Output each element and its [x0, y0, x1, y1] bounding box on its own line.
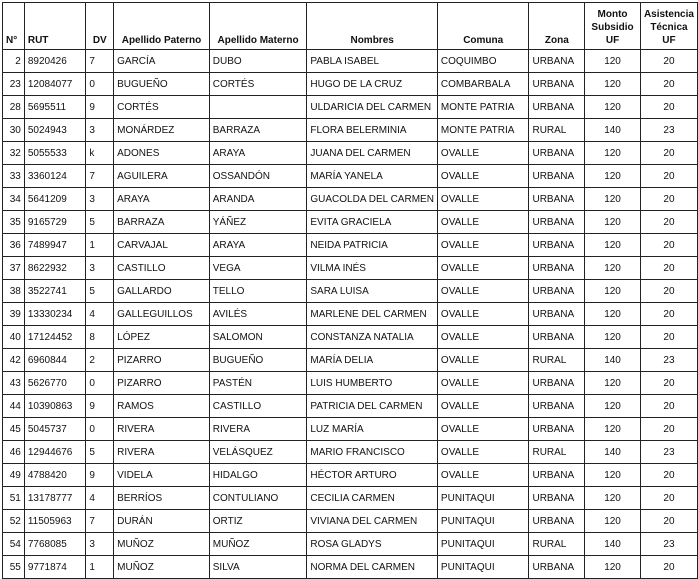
- cell-n: 42: [3, 349, 25, 372]
- cell-apellido-materno: CASTILLO: [209, 395, 307, 418]
- cell-nombres: MARIO FRANCISCO: [307, 441, 438, 464]
- cell-rut: 13330234: [24, 303, 86, 326]
- cell-zona: URBANA: [529, 418, 585, 441]
- cell-asistencia-tecnica: 20: [640, 303, 697, 326]
- header-rut: RUT: [24, 3, 86, 50]
- cell-comuna: OVALLE: [437, 211, 529, 234]
- header-asistencia-tecnica: Asistencia Técnica UF: [640, 3, 697, 50]
- cell-comuna: OVALLE: [437, 142, 529, 165]
- cell-apellido-materno: ARAYA: [209, 234, 307, 257]
- cell-dv: 0: [86, 73, 114, 96]
- cell-dv: 3: [86, 119, 114, 142]
- table-row: [3, 441, 698, 464]
- cell-monto-subsidio: 120: [585, 142, 641, 165]
- cell-rut: 17124452: [24, 326, 86, 349]
- cell-apellido-paterno: RIVERA: [114, 418, 210, 441]
- cell-apellido-paterno: CARVAJAL: [114, 234, 210, 257]
- cell-rut: 7489947: [24, 234, 86, 257]
- cell-monto-subsidio: 120: [585, 556, 641, 579]
- table-row: [3, 119, 698, 142]
- table-row: [3, 349, 698, 372]
- cell-apellido-materno: SALOMON: [209, 326, 307, 349]
- cell-nombres: NEIDA PATRICIA: [307, 234, 438, 257]
- cell-zona: RURAL: [529, 119, 585, 142]
- cell-n: 32: [3, 142, 25, 165]
- header-monto-subsidio: Monto Subsidio UF: [585, 3, 641, 50]
- cell-apellido-paterno: CASTILLO: [114, 257, 210, 280]
- cell-apellido-paterno: GALLEGUILLOS: [114, 303, 210, 326]
- cell-zona: URBANA: [529, 96, 585, 119]
- cell-apellido-materno: RIVERA: [209, 418, 307, 441]
- cell-nombres: SARA LUISA: [307, 280, 438, 303]
- cell-n: 46: [3, 441, 25, 464]
- cell-monto-subsidio: 120: [585, 326, 641, 349]
- cell-apellido-paterno: RAMOS: [114, 395, 210, 418]
- cell-apellido-paterno: BUGUEÑO: [114, 73, 210, 96]
- beneficiaries-sheet: [2, 2, 698, 579]
- cell-dv: 8: [86, 326, 114, 349]
- cell-apellido-paterno: GARCÍA: [114, 50, 210, 73]
- cell-n: 34: [3, 188, 25, 211]
- cell-asistencia-tecnica: 20: [640, 487, 697, 510]
- cell-asistencia-tecnica: 20: [640, 257, 697, 280]
- cell-apellido-materno: VEGA: [209, 257, 307, 280]
- cell-apellido-paterno: PIZARRO: [114, 349, 210, 372]
- cell-dv: 5: [86, 441, 114, 464]
- header-nombres: Nombres: [307, 3, 438, 50]
- cell-rut: 9165729: [24, 211, 86, 234]
- cell-comuna: OVALLE: [437, 395, 529, 418]
- cell-apellido-materno: AVILÉS: [209, 303, 307, 326]
- cell-asistencia-tecnica: 20: [640, 211, 697, 234]
- table-row: [3, 234, 698, 257]
- cell-zona: URBANA: [529, 257, 585, 280]
- cell-apellido-paterno: AGUILERA: [114, 165, 210, 188]
- cell-nombres: EVITA GRACIELA: [307, 211, 438, 234]
- cell-apellido-materno: HIDALGO: [209, 464, 307, 487]
- cell-n: 44: [3, 395, 25, 418]
- cell-n: 35: [3, 211, 25, 234]
- cell-comuna: COQUIMBO: [437, 50, 529, 73]
- cell-dv: 7: [86, 510, 114, 533]
- cell-comuna: OVALLE: [437, 326, 529, 349]
- cell-zona: URBANA: [529, 50, 585, 73]
- cell-monto-subsidio: 120: [585, 303, 641, 326]
- cell-apellido-materno: SILVA: [209, 556, 307, 579]
- cell-n: 51: [3, 487, 25, 510]
- cell-monto-subsidio: 120: [585, 372, 641, 395]
- table-row: [3, 165, 698, 188]
- cell-nombres: CECILIA CARMEN: [307, 487, 438, 510]
- cell-monto-subsidio: 140: [585, 441, 641, 464]
- cell-monto-subsidio: 120: [585, 211, 641, 234]
- cell-dv: 0: [86, 372, 114, 395]
- cell-rut: 12084077: [24, 73, 86, 96]
- cell-asistencia-tecnica: 20: [640, 556, 697, 579]
- cell-apellido-paterno: MONÁRDEZ: [114, 119, 210, 142]
- cell-asistencia-tecnica: 23: [640, 533, 697, 556]
- cell-nombres: LUIS HUMBERTO: [307, 372, 438, 395]
- cell-apellido-paterno: PIZARRO: [114, 372, 210, 395]
- cell-zona: URBANA: [529, 142, 585, 165]
- cell-zona: URBANA: [529, 395, 585, 418]
- header-comuna: Comuna: [437, 3, 529, 50]
- cell-zona: URBANA: [529, 211, 585, 234]
- cell-rut: 8920426: [24, 50, 86, 73]
- cell-apellido-paterno: MUÑOZ: [114, 533, 210, 556]
- cell-dv: 9: [86, 464, 114, 487]
- cell-apellido-materno: BARRAZA: [209, 119, 307, 142]
- cell-dv: 7: [86, 50, 114, 73]
- cell-monto-subsidio: 120: [585, 395, 641, 418]
- table-row: [3, 73, 698, 96]
- cell-rut: 5626770: [24, 372, 86, 395]
- cell-nombres: MARÍA DELIA: [307, 349, 438, 372]
- cell-nombres: ROSA GLADYS: [307, 533, 438, 556]
- cell-comuna: OVALLE: [437, 372, 529, 395]
- cell-nombres: CONSTANZA NATALIA: [307, 326, 438, 349]
- cell-monto-subsidio: 120: [585, 418, 641, 441]
- cell-n: 37: [3, 257, 25, 280]
- cell-comuna: PUNITAQUI: [437, 510, 529, 533]
- table-row: [3, 487, 698, 510]
- cell-dv: 3: [86, 188, 114, 211]
- cell-rut: 5055533: [24, 142, 86, 165]
- cell-rut: 11505963: [24, 510, 86, 533]
- cell-zona: URBANA: [529, 510, 585, 533]
- cell-apellido-materno: ORTIZ: [209, 510, 307, 533]
- cell-monto-subsidio: 120: [585, 96, 641, 119]
- cell-dv: 4: [86, 487, 114, 510]
- cell-monto-subsidio: 120: [585, 234, 641, 257]
- cell-zona: URBANA: [529, 188, 585, 211]
- cell-n: 52: [3, 510, 25, 533]
- cell-dv: 9: [86, 395, 114, 418]
- cell-n: 43: [3, 372, 25, 395]
- cell-rut: 6960844: [24, 349, 86, 372]
- cell-asistencia-tecnica: 23: [640, 441, 697, 464]
- table-row: [3, 142, 698, 165]
- table-row: [3, 418, 698, 441]
- cell-n: 55: [3, 556, 25, 579]
- cell-dv: 1: [86, 556, 114, 579]
- beneficiaries-table: [2, 2, 698, 579]
- cell-comuna: OVALLE: [437, 188, 529, 211]
- table-row: [3, 326, 698, 349]
- cell-asistencia-tecnica: 23: [640, 119, 697, 142]
- cell-zona: URBANA: [529, 464, 585, 487]
- cell-comuna: OVALLE: [437, 165, 529, 188]
- cell-asistencia-tecnica: 20: [640, 280, 697, 303]
- cell-rut: 3360124: [24, 165, 86, 188]
- cell-apellido-paterno: LÓPEZ: [114, 326, 210, 349]
- cell-n: 30: [3, 119, 25, 142]
- cell-n: 28: [3, 96, 25, 119]
- table-row: [3, 96, 698, 119]
- cell-zona: URBANA: [529, 372, 585, 395]
- cell-rut: 7768085: [24, 533, 86, 556]
- cell-apellido-paterno: GALLARDO: [114, 280, 210, 303]
- cell-nombres: JUANA DEL CARMEN: [307, 142, 438, 165]
- cell-nombres: VIVIANA DEL CARMEN: [307, 510, 438, 533]
- cell-zona: URBANA: [529, 303, 585, 326]
- cell-zona: URBANA: [529, 234, 585, 257]
- cell-apellido-paterno: VIDELA: [114, 464, 210, 487]
- cell-n: 36: [3, 234, 25, 257]
- cell-apellido-materno: BUGUEÑO: [209, 349, 307, 372]
- cell-rut: 9771874: [24, 556, 86, 579]
- cell-asistencia-tecnica: 20: [640, 73, 697, 96]
- cell-monto-subsidio: 120: [585, 188, 641, 211]
- cell-apellido-materno: ARANDA: [209, 188, 307, 211]
- cell-apellido-materno: [209, 96, 307, 119]
- cell-comuna: OVALLE: [437, 234, 529, 257]
- cell-rut: 5045737: [24, 418, 86, 441]
- cell-dv: 4: [86, 303, 114, 326]
- cell-monto-subsidio: 120: [585, 165, 641, 188]
- cell-dv: 5: [86, 280, 114, 303]
- cell-apellido-materno: VELÁSQUEZ: [209, 441, 307, 464]
- cell-apellido-materno: OSSANDÓN: [209, 165, 307, 188]
- table-row: [3, 188, 698, 211]
- cell-dv: k: [86, 142, 114, 165]
- cell-asistencia-tecnica: 20: [640, 165, 697, 188]
- header-n: N°: [3, 3, 25, 50]
- cell-asistencia-tecnica: 20: [640, 50, 697, 73]
- cell-zona: RURAL: [529, 533, 585, 556]
- cell-nombres: PABLA ISABEL: [307, 50, 438, 73]
- cell-n: 39: [3, 303, 25, 326]
- cell-monto-subsidio: 140: [585, 119, 641, 142]
- table-row: [3, 510, 698, 533]
- cell-monto-subsidio: 120: [585, 487, 641, 510]
- cell-apellido-materno: MUÑOZ: [209, 533, 307, 556]
- cell-zona: URBANA: [529, 487, 585, 510]
- table-row: [3, 211, 698, 234]
- header-apellido-paterno: Apellido Paterno: [114, 3, 210, 50]
- cell-zona: URBANA: [529, 73, 585, 96]
- cell-dv: 3: [86, 533, 114, 556]
- cell-dv: 5: [86, 211, 114, 234]
- cell-n: 49: [3, 464, 25, 487]
- cell-nombres: NORMA DEL CARMEN: [307, 556, 438, 579]
- cell-apellido-paterno: CORTÉS: [114, 96, 210, 119]
- table-row: [3, 533, 698, 556]
- table-row: [3, 257, 698, 280]
- table-row: [3, 303, 698, 326]
- cell-asistencia-tecnica: 20: [640, 142, 697, 165]
- cell-comuna: OVALLE: [437, 464, 529, 487]
- cell-apellido-paterno: ARAYA: [114, 188, 210, 211]
- cell-monto-subsidio: 120: [585, 464, 641, 487]
- cell-rut: 5641209: [24, 188, 86, 211]
- cell-asistencia-tecnica: 20: [640, 188, 697, 211]
- cell-rut: 8622932: [24, 257, 86, 280]
- cell-apellido-materno: PASTÉN: [209, 372, 307, 395]
- cell-zona: RURAL: [529, 441, 585, 464]
- cell-nombres: FLORA BELERMINIA: [307, 119, 438, 142]
- cell-apellido-materno: CONTULIANO: [209, 487, 307, 510]
- cell-apellido-paterno: MUÑOZ: [114, 556, 210, 579]
- cell-n: 38: [3, 280, 25, 303]
- table-row: [3, 395, 698, 418]
- cell-comuna: PUNITAQUI: [437, 487, 529, 510]
- table-row: [3, 556, 698, 579]
- cell-zona: URBANA: [529, 556, 585, 579]
- cell-rut: 4788420: [24, 464, 86, 487]
- table-row: [3, 50, 698, 73]
- table-row: [3, 372, 698, 395]
- cell-apellido-paterno: DURÁN: [114, 510, 210, 533]
- cell-comuna: OVALLE: [437, 418, 529, 441]
- cell-apellido-paterno: BARRAZA: [114, 211, 210, 234]
- cell-n: 54: [3, 533, 25, 556]
- cell-comuna: PUNITAQUI: [437, 533, 529, 556]
- cell-comuna: OVALLE: [437, 349, 529, 372]
- cell-dv: 7: [86, 165, 114, 188]
- cell-asistencia-tecnica: 20: [640, 418, 697, 441]
- cell-comuna: OVALLE: [437, 303, 529, 326]
- cell-dv: 1: [86, 234, 114, 257]
- cell-n: 33: [3, 165, 25, 188]
- cell-rut: 13178777: [24, 487, 86, 510]
- table-row: [3, 280, 698, 303]
- cell-zona: RURAL: [529, 349, 585, 372]
- cell-dv: 9: [86, 96, 114, 119]
- cell-n: 2: [3, 50, 25, 73]
- cell-asistencia-tecnica: 20: [640, 326, 697, 349]
- cell-monto-subsidio: 120: [585, 280, 641, 303]
- cell-nombres: PATRICIA DEL CARMEN: [307, 395, 438, 418]
- cell-apellido-paterno: ADONES: [114, 142, 210, 165]
- header-apellido-materno: Apellido Materno: [209, 3, 307, 50]
- cell-rut: 3522741: [24, 280, 86, 303]
- cell-rut: 5024943: [24, 119, 86, 142]
- cell-dv: 3: [86, 257, 114, 280]
- cell-monto-subsidio: 120: [585, 73, 641, 96]
- cell-nombres: GUACOLDA DEL CARMEN: [307, 188, 438, 211]
- cell-comuna: OVALLE: [437, 257, 529, 280]
- cell-asistencia-tecnica: 20: [640, 464, 697, 487]
- cell-apellido-materno: TELLO: [209, 280, 307, 303]
- cell-zona: URBANA: [529, 326, 585, 349]
- cell-nombres: MARLENE DEL CARMEN: [307, 303, 438, 326]
- cell-comuna: OVALLE: [437, 280, 529, 303]
- cell-asistencia-tecnica: 20: [640, 372, 697, 395]
- cell-zona: URBANA: [529, 165, 585, 188]
- cell-monto-subsidio: 140: [585, 533, 641, 556]
- cell-apellido-paterno: RIVERA: [114, 441, 210, 464]
- cell-rut: 10390863: [24, 395, 86, 418]
- cell-monto-subsidio: 120: [585, 510, 641, 533]
- cell-nombres: ULDARICIA DEL CARMEN: [307, 96, 438, 119]
- cell-rut: 12944676: [24, 441, 86, 464]
- header-row: [3, 3, 698, 50]
- cell-comuna: MONTE PATRIA: [437, 119, 529, 142]
- cell-apellido-materno: CORTÉS: [209, 73, 307, 96]
- cell-nombres: HÉCTOR ARTURO: [307, 464, 438, 487]
- cell-asistencia-tecnica: 23: [640, 349, 697, 372]
- cell-monto-subsidio: 140: [585, 349, 641, 372]
- cell-monto-subsidio: 120: [585, 50, 641, 73]
- cell-nombres: HUGO DE LA CRUZ: [307, 73, 438, 96]
- cell-apellido-materno: ARAYA: [209, 142, 307, 165]
- cell-apellido-paterno: BERRÍOS: [114, 487, 210, 510]
- cell-dv: 2: [86, 349, 114, 372]
- cell-asistencia-tecnica: 20: [640, 96, 697, 119]
- header-dv: DV: [86, 3, 114, 50]
- cell-comuna: COMBARBALA: [437, 73, 529, 96]
- cell-zona: URBANA: [529, 280, 585, 303]
- cell-nombres: VILMA INÉS: [307, 257, 438, 280]
- cell-nombres: LUZ MARÍA: [307, 418, 438, 441]
- cell-apellido-materno: YÁÑEZ: [209, 211, 307, 234]
- cell-n: 23: [3, 73, 25, 96]
- table-body: [3, 50, 698, 579]
- cell-comuna: PUNITAQUI: [437, 556, 529, 579]
- cell-asistencia-tecnica: 20: [640, 234, 697, 257]
- cell-n: 40: [3, 326, 25, 349]
- cell-nombres: MARÍA YANELA: [307, 165, 438, 188]
- cell-comuna: MONTE PATRIA: [437, 96, 529, 119]
- table-row: [3, 464, 698, 487]
- cell-n: 45: [3, 418, 25, 441]
- cell-dv: 0: [86, 418, 114, 441]
- header-zona: Zona: [529, 3, 585, 50]
- cell-asistencia-tecnica: 20: [640, 510, 697, 533]
- cell-apellido-materno: DUBO: [209, 50, 307, 73]
- cell-comuna: OVALLE: [437, 441, 529, 464]
- cell-monto-subsidio: 120: [585, 257, 641, 280]
- cell-rut: 5695511: [24, 96, 86, 119]
- cell-asistencia-tecnica: 20: [640, 395, 697, 418]
